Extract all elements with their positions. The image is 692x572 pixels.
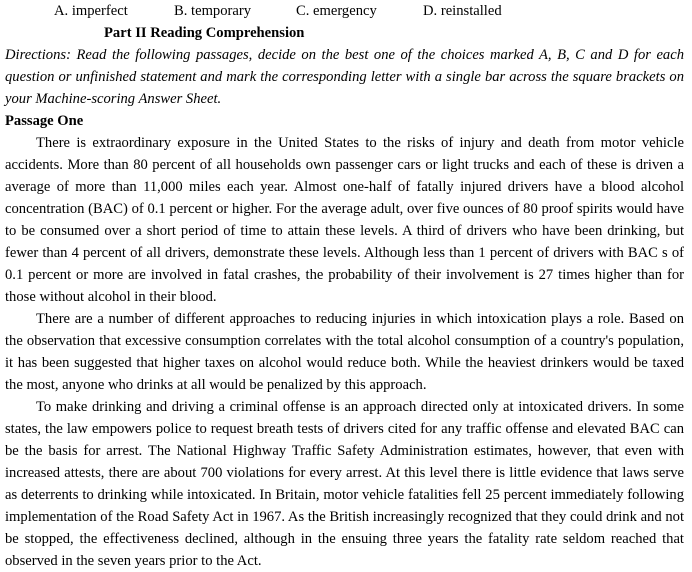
answer-options [5, 0, 684, 22]
option-a: A. imperfect [54, 3, 128, 19]
passage-title: Passage One [5, 113, 84, 129]
paragraph-3: To make drinking and driving a criminal offense is an approach directed only at intoxicated drivers. In some states, the law empowers police to request breath tests of drivers cited for any traffic offense and elevated BAC can be the basis for arrest. The National Highway Traffic Safety Administration estimates, however, that even with increased attests, there are about 700 violations for every arrest. At this level there is little evidence that laws serve as deterrents to drinking while intoxicated. In Britain, motor vehicle fatalities fell 25 percent immediately following implementation of the Road Safety Act in 1967. As the British increasingly recognized that they could drink and not be stopped, the effectiveness declined, although in the ensuing three years the fatality rate seldom reached that observed in the seven years prior to the Act. [5, 399, 684, 569]
part-title: Part II Reading Comprehension [104, 25, 305, 41]
option-b: B. temporary [174, 3, 252, 19]
directions: Directions: Read the following passages, decide on the best one of the choices marked A, B, C and D for each question or unfinished statement and mark the corresponding letter with a single bar across the square brackets on your Machine-scoring Answer Sheet. [5, 47, 684, 107]
paragraph-2: There are a number of different approaches to reducing injuries in which intoxication plays a role. Based on the observation that excessive consumption correlates with the total alcohol consumption of a country's population, it has been suggested that higher taxes on alcohol would reduce both. While the heaviest drinkers would be taxed the most, anyone who drinks at all would be penalized by this approach. [5, 311, 684, 393]
option-c: C. emergency [296, 3, 377, 19]
paragraph-1: There is extraordinary exposure in the United States to the risks of injury and death from motor vehicle accidents. More than 80 percent of all households own passenger cars or light trucks and each of these is driven a average of more than 11,000 miles each year. Almost one-half of fatally injured drivers have a blood alcohol concentration (BAC) of 0.1 percent or higher. For the average adult, over five ounces of 80 proof spirits would have to be consumed over a short period of time to attain these levels. A third of drivers who have been drinking, but fewer than 4 percent of all drivers, demonstrate these levels. Although less than 1 percent of drivers with BAC s of 0.1 percent or more are involved in fatal crashes, the probability of their involvement is 27 times higher than for those without alcohol in their blood. [5, 135, 684, 305]
option-d: D. reinstalled [423, 3, 502, 19]
